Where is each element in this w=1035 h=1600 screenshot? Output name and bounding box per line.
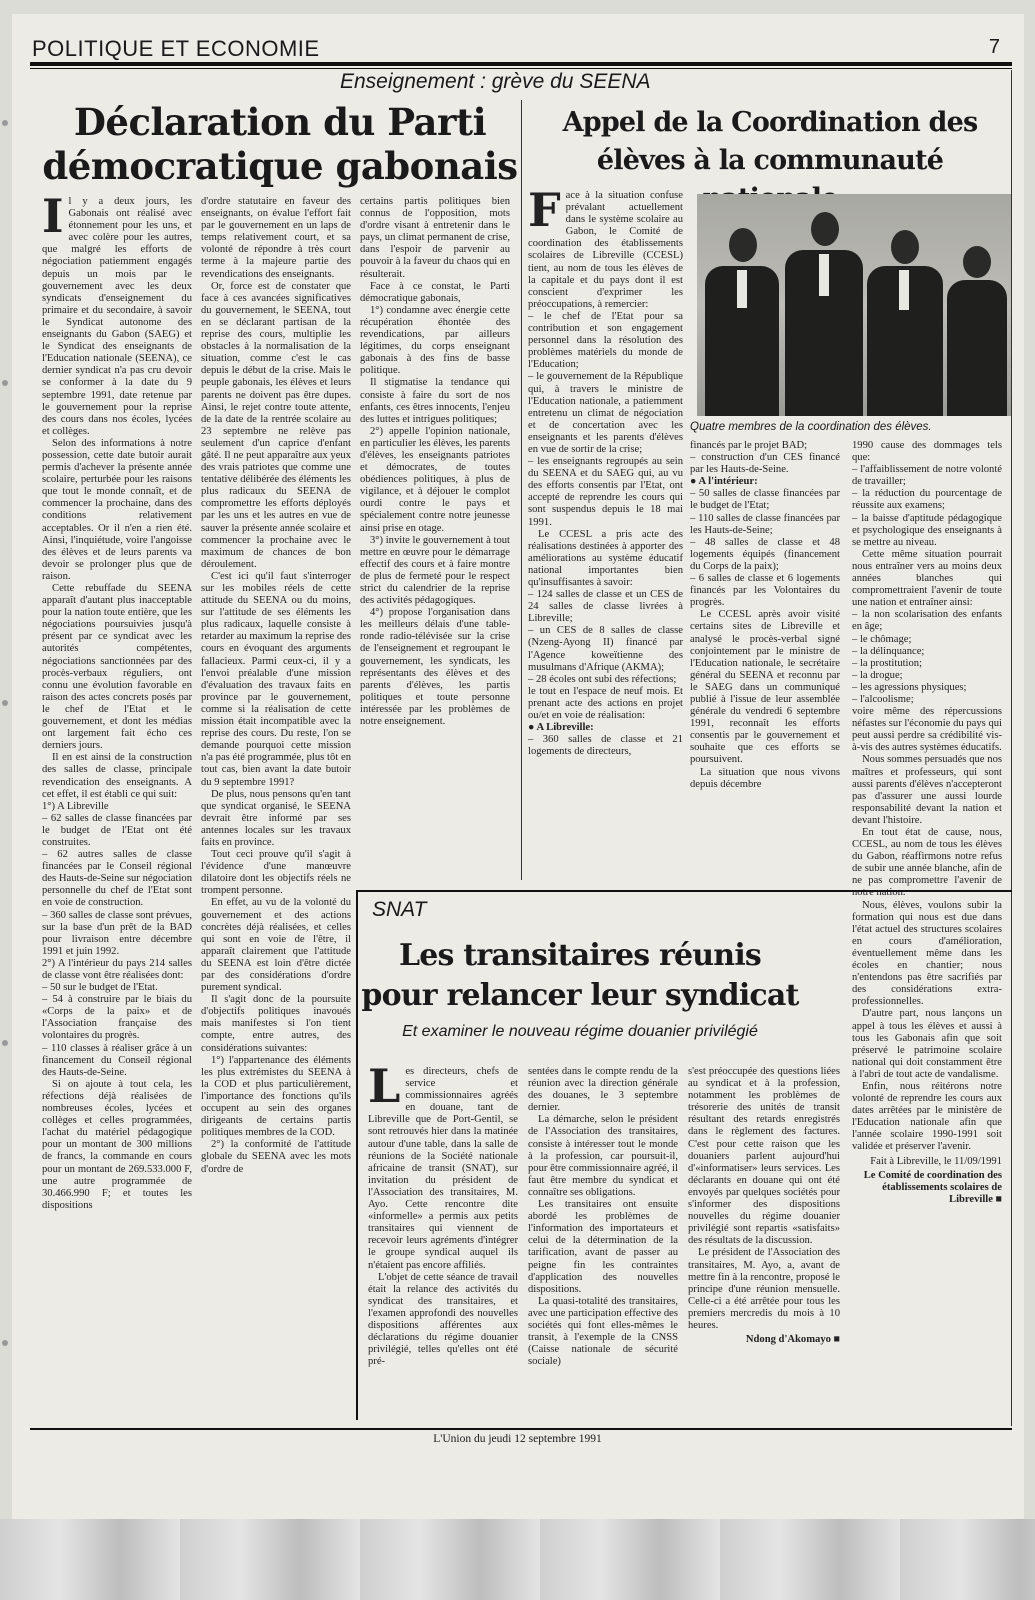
- pdg-paragraph: Face à ce constat, le Parti démocratique gabonais,: [360, 280, 510, 304]
- photo-caption: Quatre membres de la coordination des élèves.: [690, 421, 932, 433]
- pdg-paragraph: 1°) l'appartenance des éléments les plus extrémistes du SEENA à la COD et plus particulièrement, l'importance des fonctions qu'ils occupent au sein des organes dirigeants de certains partis politiques membres de la COD.: [201, 1054, 351, 1139]
- drop-cap: L: [368, 1066, 401, 1113]
- ccesl-paragraph: ● A l'intérieur:: [690, 476, 758, 488]
- ccesl-paragraph: Nous, élèves, voulons subir la formation qui nous est due dans l'état actuel des structures scolaires en cours d'amélioration, éventuellement même dans les écoles en chantier; nous n'entendons pas être sacrifiés par des considérations extra-professionnelles.: [852, 899, 1002, 1008]
- pdg-paragraph: 1°) A Libreville: [42, 800, 109, 812]
- student-figure: [947, 236, 1007, 416]
- pdg-paragraph: Tout ceci prouve qu'il s'agit à l'évidence d'une manœuvre dilatoire dont les objectifs réels ne trompent personne.: [201, 849, 351, 897]
- ccesl-paragraph: – 110 salles de classe financées par les Hauts-de-Seine;: [690, 512, 840, 536]
- snat-byline: Ndong d'Akomayo ■: [745, 1334, 840, 1346]
- ccesl-paragraph: – construction d'un CES financé par les Hauts-de-Seine.: [690, 452, 840, 476]
- ccesl-paragraph: – l'affaiblissement de notre volonté de travailler;: [852, 464, 1002, 488]
- ccesl-paragraph: – la délinquance;: [852, 645, 925, 657]
- place-date: Fait à Libreville, le 11/09/1991: [870, 1155, 1002, 1167]
- ccesl-paragraph: – les agressions physiques;: [852, 681, 967, 693]
- student-figure: [867, 216, 943, 416]
- snat-article-subtitle: Et examiner le nouveau régime douanier privilégié: [402, 1023, 758, 1040]
- ccesl-paragraph: – 124 salles de classe et un CES de 24 salles de classe livrées à Libreville;: [528, 589, 683, 625]
- snat-tag: SNAT: [372, 898, 427, 921]
- binding-hole: [2, 120, 8, 126]
- page-footer: L'Union du jeudi 12 septembre 1991: [433, 1433, 602, 1445]
- pdg-paragraph: certains partis politiques bien connus de l'opposition, mots d'ordre visant à entretenir dans le pays, un climat permanent de crise, dans l'espoir de parvenir au pouvoir à la faveur du chaos qui en résulterait.: [360, 196, 510, 280]
- ccesl-paragraph: – 360 salles de classe et 21 logements de directeurs,: [528, 734, 683, 758]
- ccesl-paragraph: – la baisse d'aptitude pédagogique et psychologique des enseignants à se mettre au niveau.: [852, 512, 1002, 548]
- pdg-paragraph: 2°) A l'intérieur du pays 214 salles de classe vont être réalisées dont:: [42, 957, 192, 981]
- pdg-paragraph: Si on ajoute à tout cela, les réfections déjà réalisées de nombreuses écoles, lycées et collèges et celles programmées, l'achat du matériel pédagogique pour un montant de 300 millions de francs, la commande en cours pour un montant de 269.533.000 F, une autre programmée de 30.466.990 F; et toutes les dispositions: [42, 1078, 192, 1211]
- pdg-paragraph: Or, force est de constater que face à ces avancées significatives du gouvernement, le SEENA, tout en se déclarant partisan de la reprise des cours, multiplie les obstacles à la normalisation de la situation, comme c'est le cas depuis le début de la crise. Mais le peuple gabonais, les élèves et leurs parents ne doivent pas être dupes. Ainsi, le rejet contre toute attente, de la date de la rentrée scolaire au 23 septembre ne relève pas seulement d'un caprice d'enfant gâté. Il ne peut apparaître aux yeux des vrais patriotes que comme une tentative délibérée des éléments les plus radicaux du SEENA de compromettre les efforts déployés par les uns et les autres en vue de sauver la présente année scolaire et commencer la prochaine avec le maximum de chances de bon déroulement.: [201, 280, 351, 570]
- header-rule: [30, 62, 1012, 66]
- pdg-column-2: [201, 196, 351, 1420]
- ccesl-paragraph: – le chef de l'Etat pour sa contribution et son engagement personnel dans la résolution des problèmes matériels du monde de l'Education;: [528, 310, 683, 371]
- ccesl-paragraph: Face à la situation confuse prévalant actuellement dans le système scolaire au Gabon, le Comité de coordination des établissements scolaires de Libreville (CCESL) tient, au nom de tous les élèves de la capitale et du pays dont il est conscient d'exprimer les préoccupations, à remercier:: [528, 190, 683, 310]
- pdg-paragraph: – 110 classes à réaliser grâce à un financement du Conseil régional des Hauts-de-Seine.: [42, 1042, 192, 1078]
- snat-paragraph: La démarche, selon le président de l'Association des transitaires, consiste à intéresser tout le monde à la profession, car poursuit-il, pour être commissionnaire agréé, il faut être membre du syndicat et connaître ses obligations.: [528, 1114, 678, 1198]
- pdg-article-title: Déclaration du Parti démocratique gabonais: [42, 100, 518, 188]
- dossier-heading: Enseignement : grève du SEENA: [340, 70, 651, 93]
- binding-hole: [2, 380, 8, 386]
- drop-cap: I: [42, 196, 64, 243]
- student-figure: [705, 216, 779, 416]
- pdg-paragraph: 2°) appelle l'opinion nationale, en particulier les élèves, les parents d'élèves, les enseignants patriotes et démocrates, de toutes obédiences politiques, à plus de vigilance, et à déjouer le complot ourdi contre le pays et spécialement contre notre jeunesse ainsi prise en otage.: [360, 425, 510, 534]
- pdg-column-3: [360, 196, 510, 882]
- pdg-paragraph: – 360 salles de classe sont prévues, sur la base d'un prêt de la BAD pour livraison entre décembre 1991 et juin 1992.: [42, 909, 192, 957]
- ccesl-paragraph: – 28 écoles ont subi des réfections;: [528, 673, 677, 685]
- scan-border: [0, 1519, 1035, 1600]
- snat-paragraph: Le président de l'Association des transitaires, M. Ayo, a, avant de mettre fin à la rencontre, proposé le principe d'une réunion mensuelle. Celle-ci a été arrêtée pour tous les premiers mercredis du mois à 10 heures.: [688, 1247, 840, 1331]
- pdg-paragraph: De plus, nous pensons qu'en tant que syndicat organisé, le SEENA devrait être informé par ses antennes locales sur les travaux faits en province.: [201, 788, 351, 848]
- snat-paragraph: s'est préoccupée des questions liées au syndicat et à la profession, notamment les problèmes de trésorerie des unités de transit résultant des retards enregistrés dans le règlement des factures. C'est pour cette raison que les douaniers parlent aujourd'hui d'«informatiser» leurs services. Les déclarants en douane qui ont été envoyés par quelques sociétés pour s'informer des dispositions nouvelles du régime douanier privilégié sont repartis «satisfaits» des résultats de la discussion.: [688, 1066, 840, 1247]
- ccesl-paragraph: Le CCESL a pris acte des réalisations destinées à apporter des améliorations au système éducatif national importantes bien qu'insuffisantes à savoir:: [528, 528, 683, 588]
- footer-rule: [30, 1428, 1012, 1430]
- ccesl-paragraph: La situation que nous vivons depuis décembre: [690, 766, 840, 790]
- pdg-paragraph: En effet, au vu de la volonté du gouvernement et des actions concrètes déjà réalisées, et celles qui sont en voie de l'être, il apparaît clairement que l'attitude du SEENA est loin d'être dictée par des considérations d'ordre purement syndical.: [201, 897, 351, 994]
- ccesl-paragraph: – la drogue;: [852, 669, 903, 681]
- pdg-paragraph: 2°) la conformité de l'attitude globale du SEENA avec les mots d'ordre de: [201, 1139, 351, 1175]
- snat-paragraph: sentées dans le compte rendu de la réunion avec la direction générale des douanes, le 3 septembre dernier.: [528, 1066, 678, 1114]
- ccesl-paragraph: Le CCESL après avoir visité certains sites de Libreville et analysé le procès-verbal signé conjointement par le ministre de l'Education nationale, le secrétaire général du SEENA et reconnu par le SAEG dans un communiqué publié à l'issue de leur assemblée générale du vendredi 6 septembre 1991, reconnaît les efforts consentis par le gouvernement et souhaite que ces efforts se poursuivent.: [690, 609, 840, 766]
- pdg-paragraph: Il en est ainsi de la construction des salles de classe, principale revendication des enseignants. A cet effet, il est établi ce qui suit:: [42, 752, 192, 800]
- snat-box-left: [356, 890, 358, 1420]
- pdg-paragraph: Selon des informations à notre possession, cette date butoir aurait permis d'achever la présente année scolaire, perturbée pour les raisons que tout le monde connaît, et de commencer la prochaine, dans des conditions relativement acceptables. Or il n'en a rien été. Ainsi, l'inquiétude, voire l'angoisse des élèves et de leurs parents va devoir se prolonger plus que de raison.: [42, 437, 192, 582]
- snat-paragraph: Les directeurs, chefs de service et commissionnaires agréés en douane, tant de Libreville que de Port-Gentil, se sont retrouvés hier dans la matinée autour d'une table, dans la salle de réunions de la Société nationale africaine de transit (SNAT), sur invitation du président de l'Association des transitaires, M. Ayo. Cette rencontre dite «informelle» a permis aux petits transitaires qui viennent de recevoir leurs agréments d'intégrer le groupe syndical auquel ils n'étaient pas encore affiliés.: [368, 1066, 518, 1271]
- pdg-paragraph: – 54 à construire par le biais du «Corps de la paix» et de l'Association française des volontaires du progrès.: [42, 994, 192, 1042]
- ccesl-paragraph: financés par le projet BAD;: [690, 440, 808, 451]
- ccesl-paragraph: Nous sommes persuadés que nos maîtres et professeurs, qui sont aussi parents d'élèves n'accepteront pas d'assurer une aussi lourde responsabilité devant la nation et devant l'histoire.: [852, 754, 1002, 826]
- ccesl-paragraph: – la non scolarisation des enfants en âge;: [852, 609, 1002, 633]
- pdg-column-1: [42, 196, 192, 1420]
- ccesl-paragraph: Cette même situation pourrait nous entraîner vers au moins deux années blanches qui compromettraient l'avenir de toute une nation et entraîner ainsi:: [852, 548, 1002, 609]
- pdg-paragraph: – 62 salles de classe financées par le budget de l'Etat ont été construites.: [42, 812, 192, 848]
- ccesl-paragraph: voire même des répercussions néfastes sur l'économie du pays qui peut aussi perdre sa crédibilité vis-à-vis des autres systèmes éducatifs.: [852, 706, 1002, 754]
- snat-article-title: Les transitaires réunis pour relancer leur syndicat: [361, 938, 799, 1013]
- snat-box-top: [356, 890, 1012, 894]
- pdg-paragraph: 3°) invite le gouvernement à tout mettre en œuvre pour le démarrage effectif des cours et à faire montre de plus de fermeté pour le respect strict du calendrier de la reprise des activités pédagogiques.: [360, 534, 510, 607]
- binding-hole: [2, 1040, 8, 1046]
- pdg-paragraph: – 50 sur le budget de l'Etat.: [42, 982, 158, 994]
- ccesl-paragraph: – la réduction du pourcentage de réussite aux examens;: [852, 488, 1002, 512]
- binding-hole: [2, 1340, 8, 1346]
- pdg-paragraph: Il y a deux jours, les Gabonais ont réalisé avec étonnement pour les uns, et avec colère pour les autres, que malgré les efforts de négociation patiemment engagés depuis un mois par le gouvernement avec les deux syndicats d'enseignement du primaire et du secondaire, à savoir le Syndicat autonome des enseignants du Gabon (SAEG) et le Syndicat des enseignants de l'Education nationale (SEENA), ce dernier syndicat n'a pas cru devoir se conformer à la date du 9 septembre 1991, date retenue par le gouvernement pour la reprise des cours dans nos écoles, lycées et collèges.: [42, 196, 192, 437]
- page-header: [22, 24, 1012, 64]
- student-figure: [785, 204, 863, 416]
- section-rubric: POLITIQUE ET ECONOMIE: [32, 36, 320, 61]
- ccesl-paragraph: le tout en l'espace de neuf mois. Et prenant acte des actions en projet ou/et en voie de réalisation:: [528, 685, 683, 722]
- ccesl-article-title: Appel de la Coordination des élèves à la communauté: [562, 107, 978, 176]
- ccesl-paragraph: D'autre part, nous lançons un appel à tous les élèves et aussi à tous les Gabonais afin que soit préservé le patrimoine scolaire national qui doit constamment être à l'abri de tout acte de vandalisme.: [852, 1008, 1002, 1080]
- pdg-paragraph: 1°) condamne avec énergie cette récupération éhontée des revendications, par ailleurs légitimes, du corps enseignant gabonais à des fins de basse politique.: [360, 304, 510, 377]
- ccesl-paragraph: – la prostitution;: [852, 657, 923, 669]
- ccesl-paragraph: – un CES de 8 salles de classe (Nzeng-Ayong II) financé par l'Agence koweïtienne des musulmans d'Afrique (AKMA);: [528, 625, 683, 673]
- snat-column-2: [528, 1066, 678, 1422]
- snat-column-1: [368, 1066, 518, 1422]
- page-number: 7: [988, 36, 1000, 58]
- ccesl-signature: Le Comité de coordination des établissements scolaires de Libreville ■: [863, 1169, 1002, 1205]
- students-photo: [697, 194, 1011, 416]
- ccesl-paragraph: – 50 salles de classe financées par le budget de l'Etat;: [690, 488, 840, 512]
- ccesl-column-3: [852, 440, 1002, 1410]
- snat-paragraph: Les transitaires ont ensuite abordé les problèmes de l'information des importateurs et celui de la détermination de la tarification, avant de passer au peigne fin les contraintes d'application des nouvelles dispositions.: [528, 1199, 678, 1295]
- ccesl-paragraph: – 6 salles de classe et 6 logements financés par les Volontaires du progrès.: [690, 573, 840, 609]
- snat-column-3: [688, 1066, 840, 1422]
- ccesl-paragraph: ● A Libreville:: [528, 722, 594, 734]
- pdg-paragraph: C'est ici qu'il faut s'interroger sur les mobiles réels de cette attitude du SEENA ou du moins, sur l'attitude de ses éléments les plus radicaux, laquelle consiste à retarder au maximum la reprise des cours en évoquant des arguments fallacieux. Parmi ceux-ci, il y a l'envoi préalable d'une mission d'évaluation des travaux faits en province par le gouvernement, comme si la réalisation de cette mission était incompatible avec la reprise des cours. Du reste, l'on se demande pourquoi cette mission n'a pas été programmée, plus tôt en tout cas, bien avant la date butoir du 9 septembre 1991?: [201, 570, 351, 788]
- ccesl-paragraph: – les enseignants regroupés au sein du SEENA et du SAEG qui, au vu des efforts consentis par l'Etat, ont accepté de reprendre les cours qui sont suspendus depuis le 18 mai 1991.: [528, 456, 683, 528]
- ccesl-column-1: [528, 190, 683, 880]
- snat-paragraph: L'objet de cette séance de travail était la relance des activités du syndicat des transitaires, et l'examen approfondi des nouvelles dispositions afférentes aux déclarations du régime douanier privilégié, telles qu'elles ont été pré-: [368, 1271, 518, 1368]
- ccesl-paragraph: Enfin, nous réitérons notre volonté de reprendre les cours aux dates arrêtées par le ministère de l'Education nationale afin que l'année scolaire 1990-1991 soit validée et préserver l'avenir.: [852, 1080, 1002, 1153]
- ccesl-paragraph: 1990 cause des dommages tels que:: [852, 440, 1002, 464]
- ccesl-paragraph: – le chômage;: [852, 633, 912, 645]
- page-right-rule: [1011, 70, 1012, 1426]
- ccesl-paragraph: En tout état de cause, nous, CCESL, au nom de tous les élèves du Gabon, réaffirmons notre refus de subir une année blanche, afin de ne pas compromettre l'avenir de notre nation.: [852, 827, 1002, 899]
- ccesl-paragraph: – 48 salles de classe et 48 logements équipés (financement du Corps de la paix);: [690, 536, 840, 572]
- pdg-paragraph: – 62 autres salles de classe financées par le Conseil régional des Hauts-de-Seine sur négociation personnelle du chef de l'Etat sont en voie de construction.: [42, 849, 192, 909]
- ccesl-column-2: [690, 440, 840, 882]
- pdg-paragraph: Cette rebuffade du SEENA apparaît d'autant plus inacceptable pour la nation toute entière, que les négociations poursuivies jusqu'à présent par ce syndicat avec les autorités compétentes, négociations sanctionnées par des procès-verbaux réguliers, ont connu une évolution favorable en raison des actes concrets posés par le chef de l'Etat et le gouvernement, et dont les médias ont largement fait écho ces derniers jours.: [42, 583, 192, 752]
- pdg-paragraph: Il s'agit donc de la poursuite d'objectifs politiques inavoués mais manifestes si l'on tient compte, entre autres, des considérations suivantes:: [201, 994, 351, 1054]
- snat-paragraph: La quasi-totalité des transitaires, avec une participation effective des sociétés qui font elles-mêmes le transit, à l'exemple de la CNSS (Caisse nationale de sécurité sociale): [528, 1295, 678, 1368]
- header-rule-thin: [30, 68, 1012, 69]
- binding-hole: [2, 700, 8, 706]
- drop-cap: F: [528, 190, 561, 237]
- column-divider: [521, 100, 522, 880]
- ccesl-paragraph: – l'alcoolisme;: [852, 693, 914, 705]
- pdg-paragraph: 4°) propose l'organisation dans les meilleurs délais d'une table-ronde radio-télévisée sur la crise de l'enseignement et regroupant le gouvernement, les syndicats, les représentants des élèves et des parents d'élèves, les partis politiques et toute personne intéressée par les problèmes de notre enseignement.: [360, 607, 510, 728]
- pdg-paragraph: d'ordre statutaire en faveur des enseignants, on évalue l'effort fait par le gouvernement en un laps de temps relativement court, et sa volonté de répondre à très court terme à la majeure partie des revendications des enseignants.: [201, 196, 351, 280]
- pdg-paragraph: Il stigmatise la tendance qui consiste à faire du sort de nos enfants, ces êtres innocents, l'enjeu des luttes et intrigues politiques;: [360, 377, 510, 425]
- ccesl-paragraph: – le gouvernement de la République qui, à travers le ministre de l'Education nationale, a patiemment entretenu un climat de négociation et de concertation avec les enseignants et les parents d'élèves en vue de sortir de la crise;: [528, 371, 683, 455]
